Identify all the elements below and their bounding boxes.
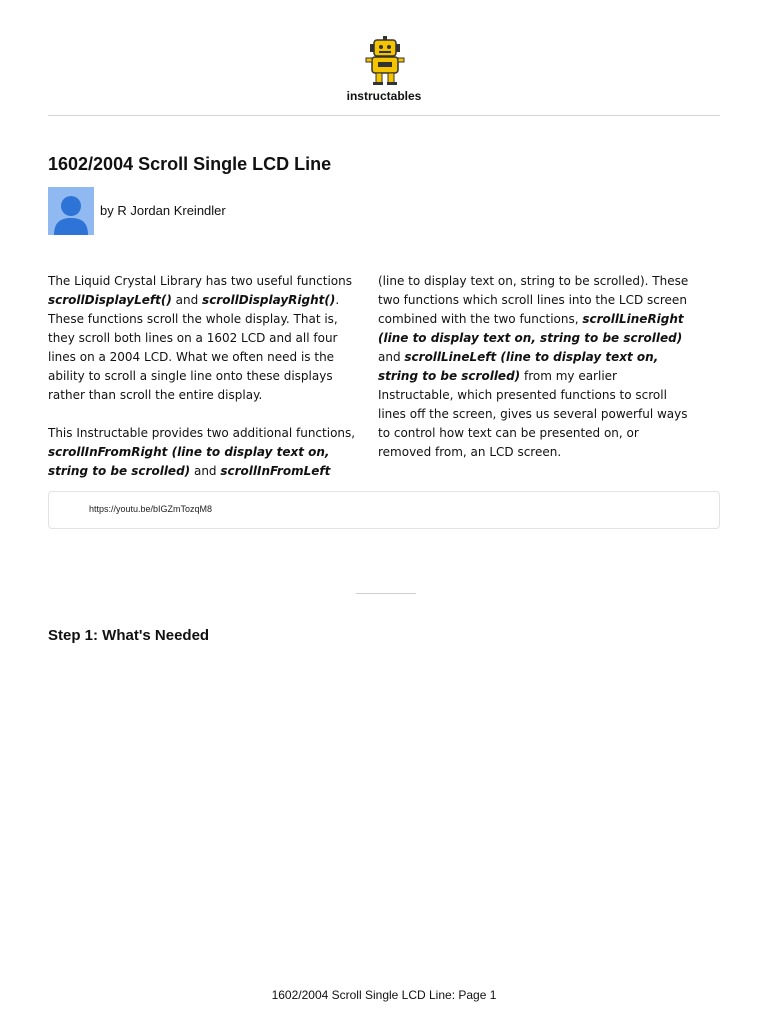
header-divider bbox=[48, 115, 720, 116]
text-run: This Instructable provides two additional functions, bbox=[48, 426, 356, 440]
function-name: scrollLineLeft (line to display text on, string to be scrolled) bbox=[378, 350, 659, 383]
emphasized-run bbox=[48, 293, 172, 307]
emphasized-run bbox=[202, 293, 335, 307]
text-run: from my earlier Instructable, which presented functions to scroll lines off the screen, gives us several powerful ways to control how text can be presented on, or removed from, an LCD screen. bbox=[378, 369, 688, 459]
function-name: scrollInFromRight (line to display text on, string to be scrolled) bbox=[48, 445, 330, 478]
video-link[interactable]: https://youtu.be/bIGZmTozqM8 bbox=[89, 504, 213, 514]
user-silhouette-icon bbox=[48, 187, 94, 235]
author-byline[interactable]: by R Jordan Kreindler bbox=[100, 203, 226, 218]
page-footer: 1602/2004 Scroll Single LCD Line: Page 1 bbox=[271, 988, 497, 1002]
body-column-left bbox=[48, 272, 362, 500]
step-1-title: Step 1: What's Needed bbox=[48, 627, 210, 644]
instructables-robot-logo[interactable] bbox=[362, 34, 408, 86]
page-title: 1602/2004 Scroll Single LCD Line bbox=[48, 154, 332, 174]
function-name: scrollLineRight (line to display text on, string to be scrolled) bbox=[378, 312, 684, 345]
section-divider bbox=[356, 593, 416, 594]
function-name: scrollDisplayRight() bbox=[202, 293, 336, 307]
intro-paragraph bbox=[48, 272, 362, 405]
page-header bbox=[0, 0, 768, 116]
functions-paragraph-continued bbox=[378, 272, 692, 462]
body-column-right bbox=[378, 272, 692, 481]
emphasized-run bbox=[220, 464, 330, 478]
author-avatar[interactable] bbox=[48, 187, 94, 235]
text-run: and bbox=[190, 464, 221, 478]
text-run: The Liquid Crystal Library has two useful functions bbox=[48, 274, 352, 288]
brand-name[interactable]: instructables bbox=[346, 89, 422, 103]
functions-paragraph bbox=[48, 424, 362, 481]
text-run: (line to display text on, string to be scrolled). These two functions which scroll lines into the LCD screen combined with the two functions, bbox=[378, 274, 689, 326]
function-name: scrollDisplayLeft() bbox=[48, 293, 172, 307]
text-run: . These functions scroll the whole display. That is, they scroll both lines on a 1602 LCD and all four lines on a 2004 LCD. What we often need is the ability to scroll a single line onto these displays rather than scroll the entire display. bbox=[48, 293, 340, 402]
function-name: scrollInFromLeft bbox=[220, 464, 331, 478]
video-embed-box bbox=[48, 491, 720, 529]
text-run: and bbox=[378, 350, 405, 364]
text-run: and bbox=[171, 293, 203, 307]
